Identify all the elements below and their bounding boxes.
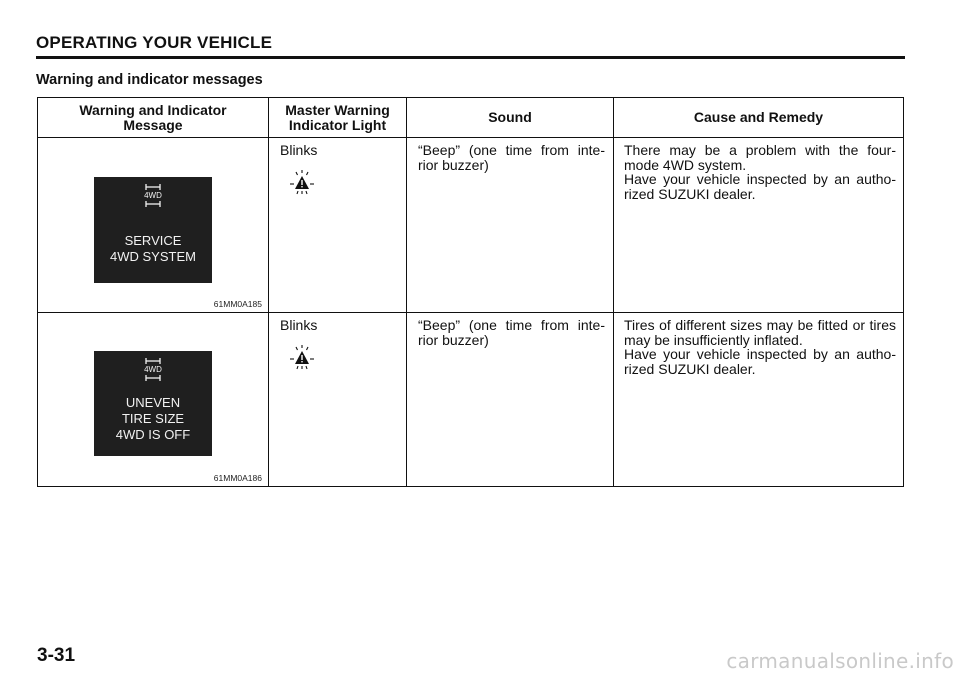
figure-id: 61MM0A186 xyxy=(213,473,262,483)
header-sound: Sound xyxy=(407,98,614,138)
section-divider xyxy=(36,56,905,59)
table-row xyxy=(38,313,904,487)
4wd-icon-label: 4WD xyxy=(144,191,162,200)
display-line: UNEVEN xyxy=(125,395,181,410)
cause-remedy-cell xyxy=(614,138,904,313)
message-cell xyxy=(38,138,269,313)
warning-message-table xyxy=(37,97,904,487)
sound-cell xyxy=(407,138,614,313)
header-cause-remedy: Cause and Remedy xyxy=(614,98,904,138)
sound-text: “Beep” (one time from inte-rior buzzer) xyxy=(418,142,605,173)
table-row xyxy=(38,138,904,313)
display-screen xyxy=(94,351,212,456)
watermark: carmanualsonline.info xyxy=(726,649,954,673)
display-line: TIRE SIZE xyxy=(121,411,185,426)
cause-text: There may be a problem with the four-mode 4WD system. xyxy=(624,142,896,173)
sound-text: “Beep” (one time from inte-rior buzzer) xyxy=(418,317,605,348)
cause-text: Tires of different sizes may be fitted or tires may be insufficiently inflated. xyxy=(624,317,896,348)
display-line: SERVICE xyxy=(124,233,182,248)
remedy-text: Have your vehicle inspected by an autho-rized SUZUKI dealer. xyxy=(624,346,896,377)
display-line: 4WD SYSTEM xyxy=(110,249,196,264)
display-screen xyxy=(94,177,212,283)
header-message: Warning and Indicator Message xyxy=(38,98,269,138)
display-line: 4WD IS OFF xyxy=(115,427,191,442)
master-warning-triangle-icon xyxy=(287,168,405,199)
header-master-light: Master Warning Indicator Light xyxy=(269,98,407,138)
page-number: 3-31 xyxy=(37,645,76,666)
master-light-text: Blinks xyxy=(280,142,318,158)
table-header-row xyxy=(38,98,904,138)
4wd-icon-label: 4WD xyxy=(144,365,162,374)
master-light-cell xyxy=(269,138,407,313)
4wd-drive-icon xyxy=(94,357,212,382)
message-cell xyxy=(38,313,269,487)
master-light-text: Blinks xyxy=(280,317,318,333)
subsection-title: Warning and indicator messages xyxy=(36,72,263,88)
sound-cell xyxy=(407,313,614,487)
figure-id: 61MM0A185 xyxy=(213,299,262,309)
master-warning-triangle-icon xyxy=(287,343,405,374)
master-light-cell xyxy=(269,313,407,487)
remedy-text: Have your vehicle inspected by an autho-rized SUZUKI dealer. xyxy=(624,171,896,202)
section-title: OPERATING YOUR VEHICLE xyxy=(36,33,273,52)
cause-remedy-cell xyxy=(614,313,904,487)
4wd-drive-icon xyxy=(94,183,212,208)
